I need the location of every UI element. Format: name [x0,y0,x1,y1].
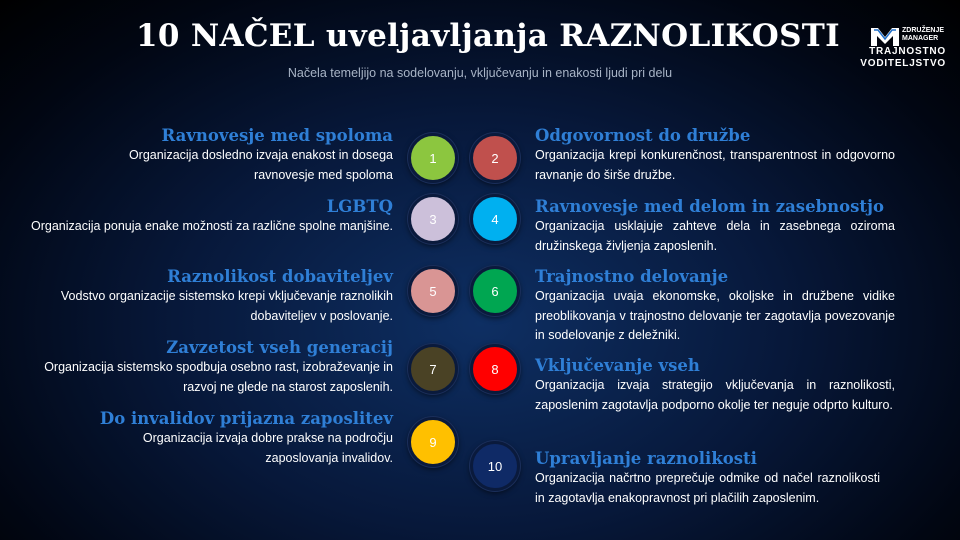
principle-1 [13,125,393,185]
principle-9 [13,408,393,468]
principle-text: Organizacija uvaja ekonomske, okoljske in družbene vidike preoblikovanja v trajnostno delovanje ter zagotavlja povezovanje in sodelovanje z deležniki. [535,289,895,342]
number-badge-1: 1 [408,133,458,183]
number-badge-4: 4 [470,194,520,244]
principle-title: Upravljanje raznolikosti [535,449,757,468]
logo-small-line2: MANAGER [902,35,939,42]
association-logo [860,24,950,72]
page-subtitle: Načela temeljijo na sodelovanju, vključevanju in enakosti ljudi pri delu [287,66,673,80]
page-title: 10 NAČEL uveljavljanja RAZNOLIKOSTI [136,18,840,54]
principle-2 [535,125,895,185]
logo-text-line2: VODITELJSTVO [860,58,946,69]
principle-title: Ravnovesje med spoloma [161,126,393,145]
number-badge-10: 10 [470,441,520,491]
number-badge-8: 8 [470,344,520,394]
principle-4 [535,196,895,256]
logo-mark-icon [870,24,900,48]
principle-text: Organizacija sistemsko spodbuja osebno rast, izobraževanje in razvoj ne glede na starost zaposlenih. [44,360,393,394]
principle-text: Vodstvo organizacije sistemsko krepi vključevanje raznolikih dobaviteljev v poslovanje. [60,289,393,323]
logo-small-line1: ZDRUŽENJE [902,27,945,34]
principle-text: Organizacija dosledno izvaja enakost in dosega ravnovesje med spoloma [128,148,393,182]
principle-title: Trajnostno delovanje [535,267,729,286]
number-badge-9: 9 [408,417,458,467]
logo-text-line1: TRAJNOSTNO [869,46,946,57]
number-badge-6: 6 [470,266,520,316]
principle-title: Odgovornost do družbe [535,126,751,145]
principle-text: Organizacija izvaja dobre prakse na področju zaposlovanja invalidov. [142,431,393,465]
number-badge-3: 3 [408,194,458,244]
principle-text: Organizacija izvaja strategijo vključevanja in raznolikosti, zaposlenim zagotavlja podporno okolje ter neguje odprto kulturo. [535,378,895,412]
principle-text: Organizacija ponuja enake možnosti za različne spolne manjšine. [30,219,393,233]
principle-title: Do invalidov prijazna zaposlitev [99,409,393,428]
number-badge-2: 2 [470,133,520,183]
principle-6 [535,266,895,346]
principle-7 [13,337,393,397]
principle-10 [535,448,895,508]
principle-title: Vključevanje vseh [535,356,700,375]
principle-5 [13,266,393,326]
principle-title: Ravnovesje med delom in zasebnostjo [535,197,884,216]
number-badge-7: 7 [408,344,458,394]
number-badge-5: 5 [408,266,458,316]
principle-3 [13,196,393,237]
principle-title: Raznolikost dobaviteljev [167,267,393,286]
logo-small-text [902,27,948,43]
principle-text: Organizacija načrtno preprečuje odmike od načel raznolikosti in zagotavlja enakopravnost pri plačilih zaposlenim. [535,471,880,505]
principle-title: Zavzetost vseh generacij [166,338,393,357]
principle-text: Organizacija usklajuje zahteve dela in zasebnega oziroma družinskega življenja zaposlenih. [535,219,895,253]
principle-title: LGBTQ [326,197,393,216]
principle-text: Organizacija krepi konkurenčnost, transparentnost in odgovorno ravnanje do širše družbe. [535,148,895,182]
principle-8 [535,355,895,415]
